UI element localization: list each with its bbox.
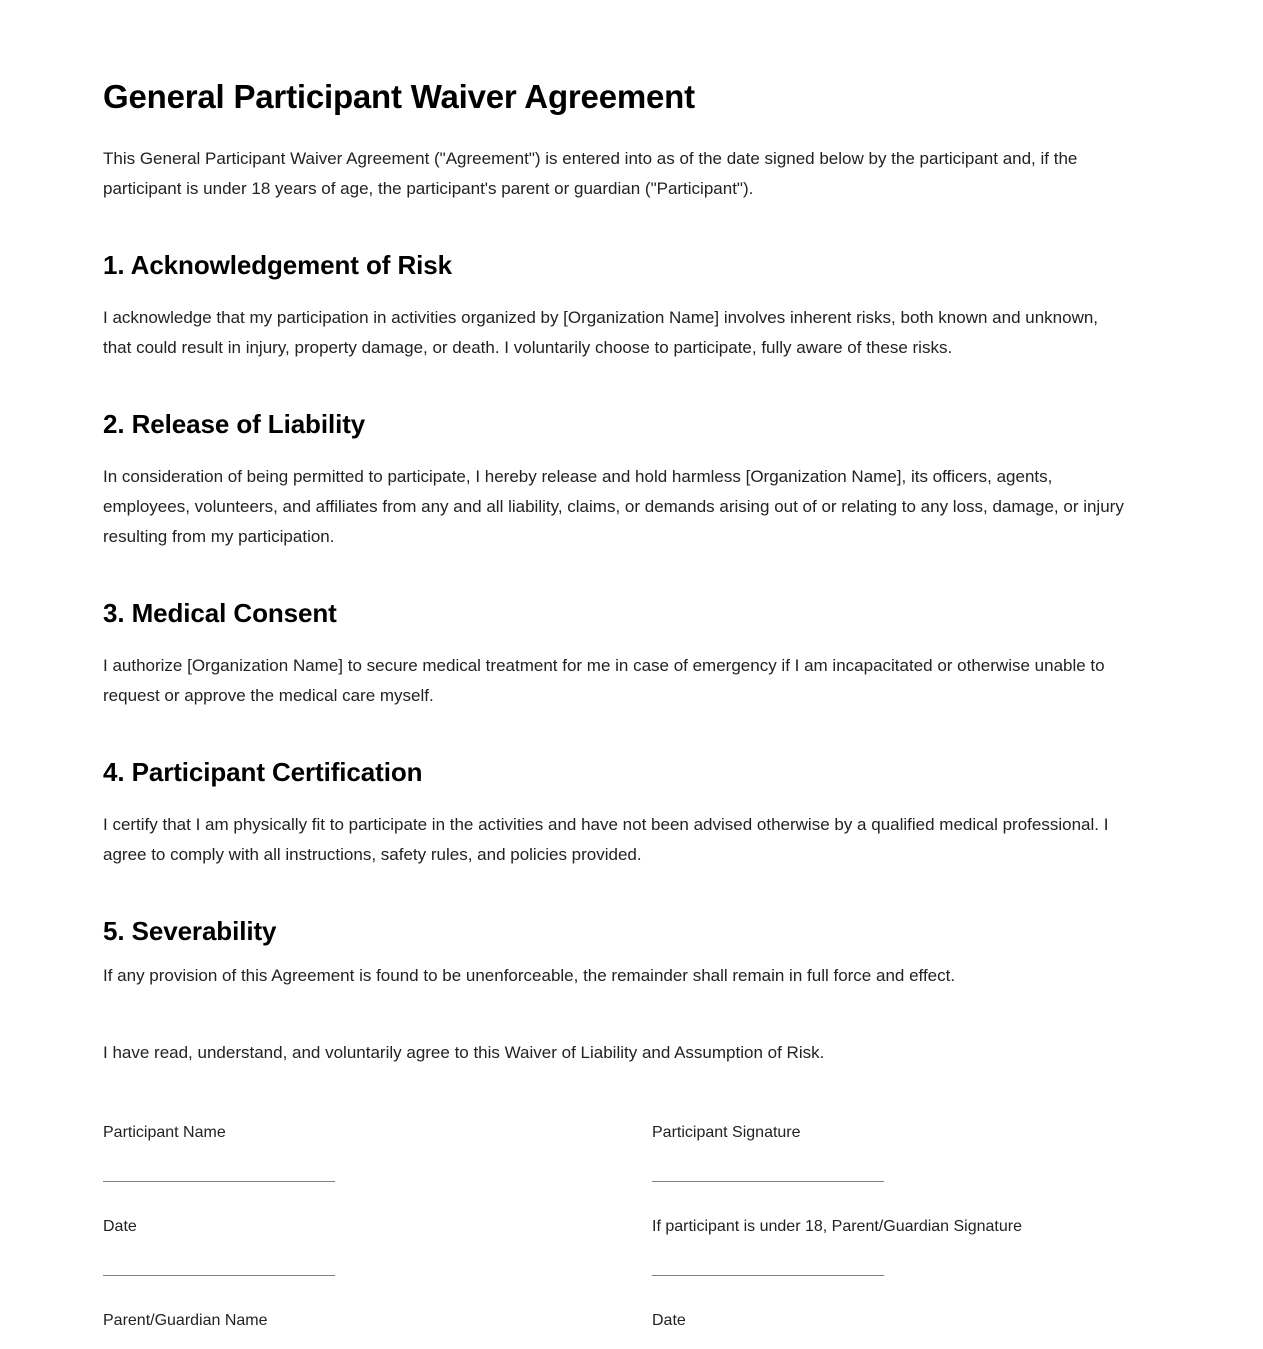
signature-label: Date	[103, 1218, 137, 1235]
signature-field-guardian-name	[103, 1310, 335, 1349]
section-participant-certification	[103, 756, 1125, 870]
section-body: If any provision of this Agreement is found to be unenforceable, the remainder shall remain in full force and effect.	[103, 966, 956, 985]
section-heading: 5. Severability	[103, 916, 277, 946]
section-heading: 1. Acknowledgement of Risk	[103, 250, 452, 280]
signature-row	[103, 1122, 1125, 1182]
section-severability	[103, 915, 1125, 991]
signature-label: Participant Name	[103, 1124, 226, 1141]
signature-field-date	[103, 1216, 335, 1276]
page-title: General Participant Waiver Agreement	[103, 78, 695, 115]
signature-field-guardian-date	[652, 1310, 884, 1349]
signature-row	[103, 1216, 1125, 1276]
section-body: I certify that I am physically fit to participate in the activities and have not been advised otherwise by a qualified medical professional. I agree to comply with all instructions, safety rules, and policies provided.	[103, 815, 1109, 864]
closing-statement: I have read, understand, and voluntarily agree to this Waiver of Liability and Assumption of Risk.	[103, 1043, 825, 1062]
signature-row	[103, 1310, 1125, 1349]
signature-label: Parent/Guardian Name	[103, 1312, 268, 1329]
signature-field-guardian-signature	[652, 1216, 1022, 1276]
section-release-of-liability	[103, 408, 1125, 552]
section-body: I acknowledge that my participation in activities organized by [Organization Name] involves inherent risks, both known and unknown, that could result in injury, property damage, or death. I voluntarily choose to participate, fully aware of these risks.	[103, 308, 1099, 357]
section-heading: 2. Release of Liability	[103, 409, 366, 439]
document-content	[103, 76, 1125, 1349]
section-body: I authorize [Organization Name] to secure medical treatment for me in case of emergency if I am incapacitated or otherwise unable to request or approve the medical care myself.	[103, 656, 1105, 705]
signature-line[interactable]	[103, 1275, 335, 1276]
signature-line[interactable]	[652, 1181, 884, 1182]
signature-field-participant-signature	[652, 1122, 884, 1182]
section-body: In consideration of being permitted to participate, I hereby release and hold harmless [Organization Name], its officers, agents, employees, volunteers, and affiliates from any and all liability, claims, or demands arising out of or relating to any loss, damage, or injury resulting from my participation.	[103, 467, 1124, 546]
intro-paragraph: This General Participant Waiver Agreement ("Agreement") is entered into as of the date signed below by the participant and, if the participant is under 18 years of age, the participant's parent or guardian ("Participant").	[103, 149, 1078, 198]
signature-line[interactable]	[652, 1275, 884, 1276]
section-heading: 4. Participant Certification	[103, 757, 423, 787]
signature-label: Participant Signature	[652, 1124, 801, 1141]
signature-field-participant-name	[103, 1122, 335, 1182]
section-medical-consent	[103, 597, 1125, 711]
section-acknowledgement-of-risk	[103, 249, 1125, 363]
section-heading: 3. Medical Consent	[103, 598, 337, 628]
signature-block	[103, 1122, 1125, 1349]
signature-label: If participant is under 18, Parent/Guardian Signature	[652, 1218, 1022, 1235]
signature-line[interactable]	[103, 1181, 335, 1182]
signature-label: Date	[652, 1312, 686, 1329]
